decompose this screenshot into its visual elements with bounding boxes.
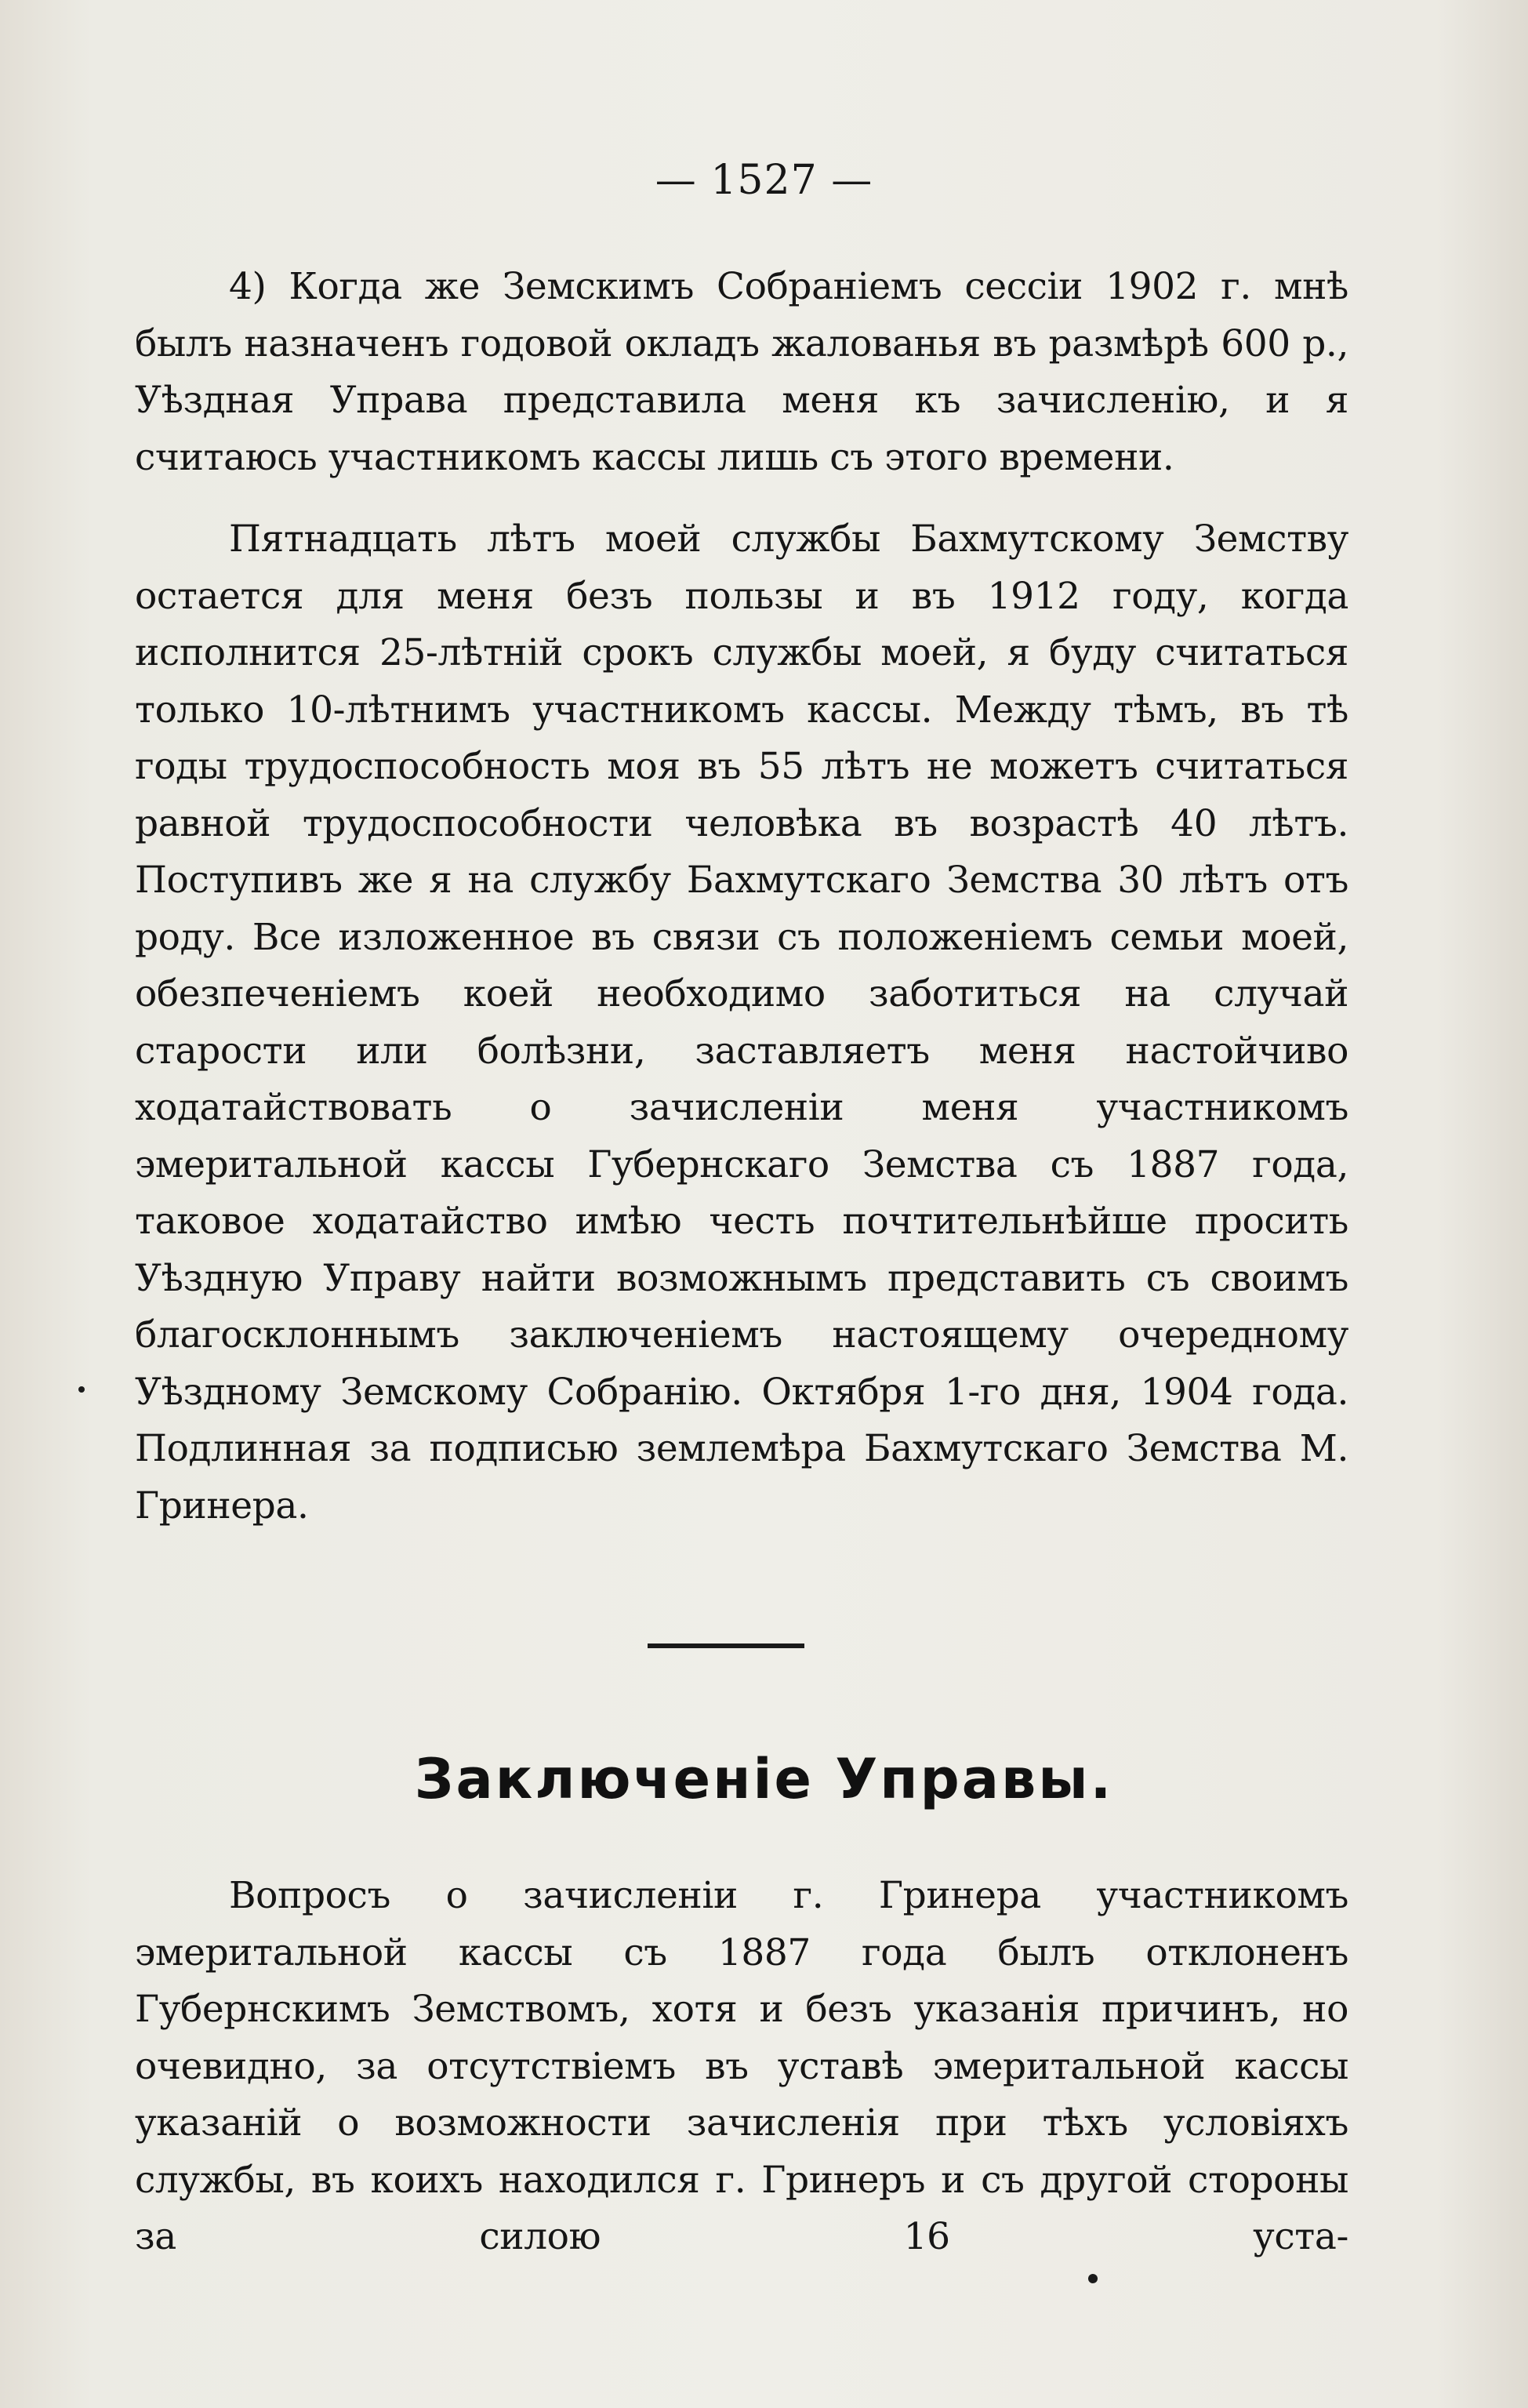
section-heading: Заключеніе Управы. [414,1747,1114,1811]
paragraph-text: Вопросъ о зачисленіи г. Гринера участникомъ эмеритальной кассы съ 1887 года былъ отклоненъ Губернскимъ Земствомъ, хотя и безъ указанія причинъ, но очевидно, за отсутствіемъ въ уставѣ эмеритальной кассы указаній о возможности зачисленія при тѣхъ условіяхъ службы, въ коихъ находился г. Гринеръ и съ другой стороны за силою 16 уста- [135,1874,1348,2258]
paragraph-application-body [135,511,1348,1535]
print-speck [1088,2274,1098,2283]
paragraph-board-conclusion [135,1868,1348,2266]
paragraph-text: Пятнадцать лѣтъ моей службы Бахмутскому Земству остается для меня безъ пользы и въ 1912 году, когда исполнится 25-лѣтній срокъ службы моей, я буду считаться только 10-лѣтнимъ участникомъ кассы. Между тѣмъ, въ тѣ годы трудоспособность моя въ 55 лѣтъ не можетъ считаться равной трудоспособности человѣка въ возрастѣ 40 лѣтъ. Поступивъ же я на службу Бахмутскаго Земства 30 лѣтъ отъ роду. Все изложенное въ связи съ положеніемъ семьи моей, обезпеченіемъ коей необходимо заботиться на случай старости или болѣзни, заставляетъ меня настойчиво ходатайствовать о зачисленіи меня участникомъ эмеритальной кассы Губернскаго Земства съ 1887 года, таковое ходатайство имѣю честь почтительнѣйше просить Уѣздную Управу найти возможнымъ представить съ своимъ благосклоннымъ заключеніемъ настоящему очередному Уѣздному Земскому Собранію. Октября 1-го дня, 1904 года. Подлинная за подписью землемѣра Бахмутскаго Земства М. Гринера. [135,518,1348,1527]
page-number: — 1527 — [655,157,873,204]
section-divider [648,1643,804,1648]
print-speck [78,1386,85,1393]
paragraph-text: 4) Когда же Земскимъ Собраніемъ сессіи 1902 г. мнѣ былъ назначенъ годовой окладъ жалованья въ размѣрѣ 600 р., Уѣздная Управа представила меня къ зачисленію, и я считаюсь участникомъ кассы лишь съ этого времени. [135,265,1348,479]
paragraph-application-point-4 [135,259,1348,486]
